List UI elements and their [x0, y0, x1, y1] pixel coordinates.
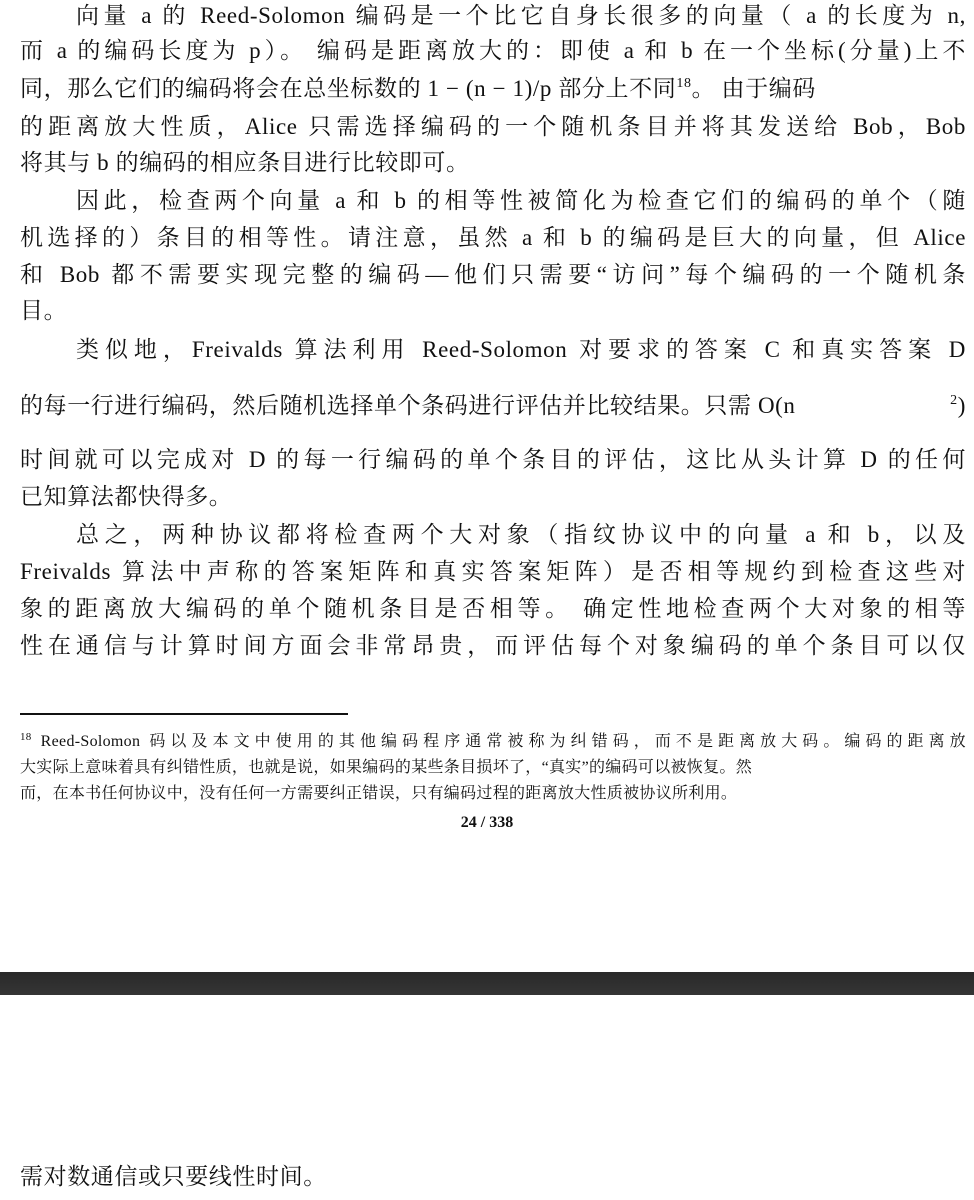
- footnote-line-1: [20, 730, 966, 753]
- paragraph-3-line-1: 类似地，Freivalds 算法利用 Reed-Solomon 对要求的答案 C 和真实答案 D: [76, 337, 966, 362]
- paragraph-2-line-1: 因此，检查两个向量 a 和 b 的相等性被简化为检查它们的编码的单个（随: [76, 188, 966, 213]
- paragraph-3-line-4: 已知算法都快得多。: [20, 484, 233, 509]
- paragraph-1-line-5: 将其与 b 的编码的相应条目进行比较即可。: [20, 150, 470, 175]
- paragraph-2-line-4: 目。: [20, 298, 68, 323]
- page-number: 24 / 338: [460, 814, 514, 831]
- paragraph-1-line-2: 而 a 的编码长度为 p）。 编码是距离放大的：即使 a 和 b 在一个坐标(分量)上不: [20, 38, 966, 63]
- paragraph-1-line-4: 的距离放大性质，Alice 只需选择编码的一个随机条目并将其发送给 Bob，Bob: [20, 114, 966, 139]
- paragraph-1-line-3: [20, 74, 966, 104]
- footnote-line-2: 大实际上意味着具有纠错性质，也就是说，如果编码的某些条目损坏了，“真实”的编码可以被恢复。然: [20, 759, 753, 776]
- paragraph-3-line-2-tail: ): [957, 393, 966, 418]
- paragraph-3-line-2-text: 的每一行进行编码，然后随机选择单个条码进行评估并比较结果。只需 O(n: [20, 393, 796, 418]
- footnote-separator: [20, 713, 348, 715]
- paragraph-4-line-4: 性在通信与计算时间方面会非常昂贵，而评估每个对象编码的单个条目可以仅: [20, 633, 966, 658]
- exponent-superscript: 2: [950, 393, 958, 408]
- paragraph-1-line-1: 向量 a 的 Reed-Solomon 编码是一个比它自身长很多的向量（ a 的长度为 n,: [76, 3, 966, 28]
- paragraph-1-line-3-text: 同，那么它们的编码将会在总坐标数的 1 − (n − 1)/p 部分上不同: [20, 76, 677, 101]
- paragraph-4-line-1: 总之，两种协议都将检查两个大对象（指纹协议中的向量 a 和 b，以及: [76, 522, 966, 547]
- page-2-line-1: 需对数通信或只要线性时间。: [20, 1164, 327, 1189]
- footnote-number: 18: [20, 731, 32, 743]
- page-break-bar: [0, 972, 974, 995]
- paragraph-2-line-3: 和 Bob 都不需要实现完整的编码—他们只需要“访问”每个编码的一个随机条: [20, 262, 966, 287]
- footnote-line-1-text: Reed-Solomon 码以及本文中使用的其他编码程序通常被称为纠错码，而不是距离放大码。编码的距离放: [31, 733, 966, 750]
- paragraph-2-line-2: 机选择的）条目的相等性。请注意，虽然 a 和 b 的编码是巨大的向量，但 Alice: [20, 225, 966, 250]
- paragraph-3-line-2-end: [950, 391, 966, 421]
- paragraph-4-line-3: 象的距离放大编码的单个随机条目是否相等。 确定性地检查两个大对象的相等: [20, 596, 966, 621]
- paragraph-3-line-3: 时间就可以完成对 D 的每一行编码的单个条目的评估，这比从头计算 D 的任何: [20, 447, 966, 472]
- paragraph-4-line-2: Freivalds 算法中声称的答案矩阵和真实答案矩阵）是否相等规约到检查这些对: [20, 559, 966, 584]
- paragraph-1-line-3-tail: 。 由于编码: [691, 76, 816, 101]
- footnote-line-3: 而，在本书任何协议中，没有任何一方需要纠正错误，只有编码过程的距离放大性质被协议所利用。: [20, 785, 738, 802]
- footnote-ref-18[interactable]: 18: [676, 76, 692, 91]
- paragraph-3-line-2: [20, 391, 966, 421]
